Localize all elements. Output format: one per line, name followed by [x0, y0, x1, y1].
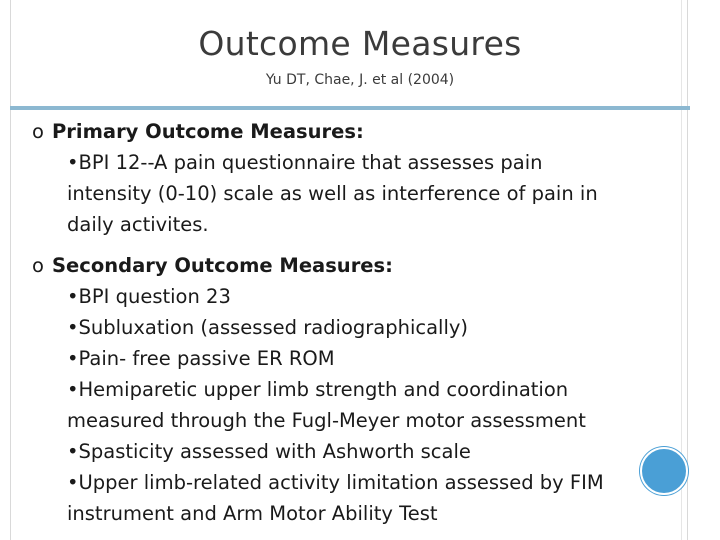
primary-heading	[32, 116, 672, 147]
secondary-item: •Spasticity assessed with Ashworth scale	[67, 440, 471, 463]
secondary-item: •Pain- free passive ER ROM	[67, 347, 335, 370]
secondary-item: •Subluxation (assessed radiographically)	[67, 316, 469, 339]
slide-title: Outcome Measures	[198, 24, 522, 63]
section-gap	[32, 240, 672, 250]
secondary-heading	[32, 250, 672, 281]
title-divider	[10, 106, 690, 110]
secondary-item: •Hemiparetic upper limb strength and coordination measured through the Fugl-Meyer motor assessment	[67, 378, 586, 432]
primary-item: •BPI 12--A pain questionnaire that assesses pain intensity (0-10) scale as well as interference of pain in daily activites.	[67, 151, 598, 236]
secondary-item: •BPI question 23	[67, 285, 231, 308]
bullet-marker: o	[32, 254, 44, 277]
secondary-item: •Upper limb-related activity limitation assessed by FIM instrument and Arm Motor Ability Test	[67, 471, 604, 525]
slide-body	[32, 116, 672, 529]
slide-subtitle: Yu DT, Chae, J. et al (2004)	[265, 72, 455, 88]
bullet-marker: o	[32, 120, 44, 143]
primary-heading-text: Primary Outcome Measures:	[52, 120, 364, 143]
secondary-heading-text: Secondary Outcome Measures:	[52, 254, 393, 277]
decorative-circle	[640, 447, 688, 495]
